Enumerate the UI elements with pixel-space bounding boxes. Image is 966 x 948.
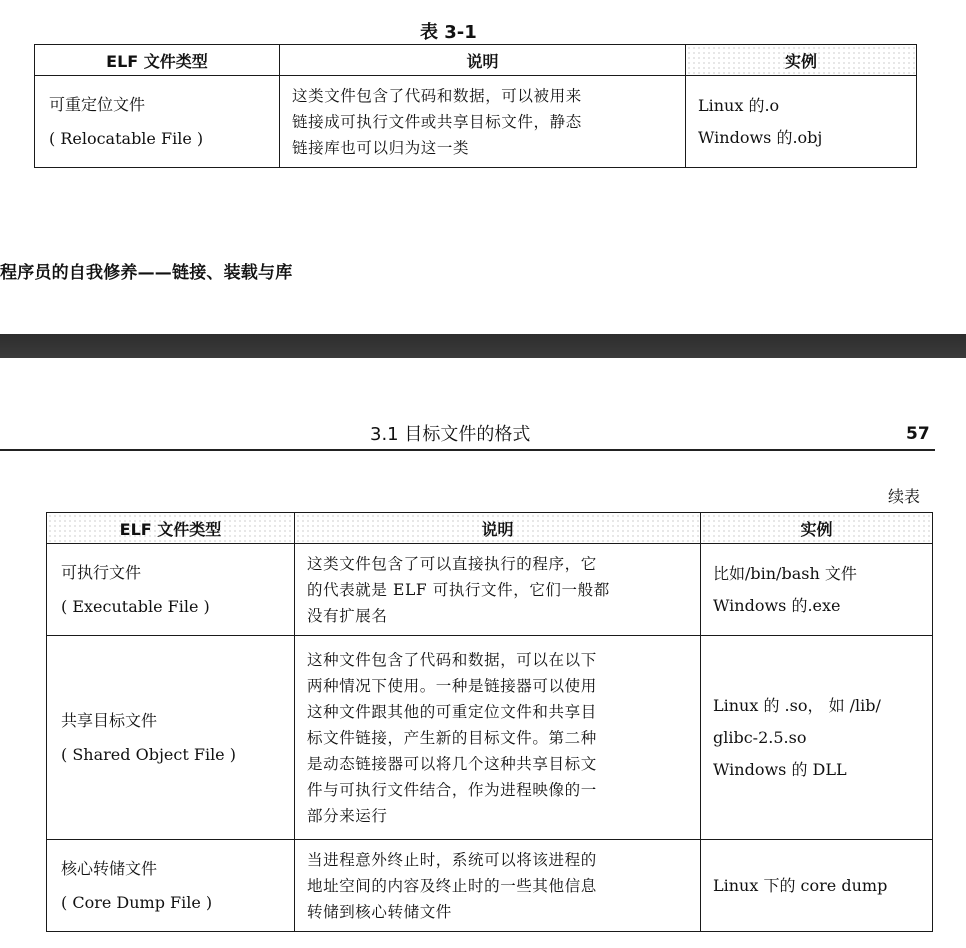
type-cell: [35, 76, 280, 168]
description-cell: [295, 636, 701, 840]
type-name: 共享目标文件: [61, 710, 158, 730]
description-line: 这类文件包含了代码和数据，可以被用来: [292, 86, 582, 105]
type-name: 可执行文件: [61, 562, 142, 582]
elf-type-table-1: [34, 44, 917, 168]
type-cell: [47, 636, 295, 840]
example-cell: [686, 76, 917, 168]
type-english-name: ( Executable File ): [61, 596, 210, 616]
type-name: 可重定位文件: [49, 94, 146, 114]
example-line: 比如/bin/bash 文件: [713, 563, 857, 583]
description-line: 标文件链接，产生新的目标文件。第二种: [307, 728, 597, 747]
description-line: 两种情况下使用。一种是链接器可以使用: [307, 676, 597, 695]
description-line: 这类文件包含了可以直接执行的程序，它: [307, 554, 597, 573]
example-line: Linux 的 .so， 如 /lib/: [713, 695, 881, 715]
book-title: 程序员的自我修养——链接、装载与库: [0, 263, 293, 283]
header-example: 实例: [701, 513, 933, 544]
description-line: 地址空间的内容及终止时的一些其他信息: [307, 876, 597, 895]
example-cell: [701, 544, 933, 636]
description-line: 转储到核心转储文件: [307, 902, 452, 921]
type-english-name: ( Core Dump File ): [61, 892, 213, 912]
type-english-name: ( Shared Object File ): [61, 744, 236, 764]
header-rule: [0, 449, 935, 451]
type-cell: [47, 840, 295, 932]
header-description: 说明: [295, 513, 701, 544]
description-cell: [295, 840, 701, 932]
type-english-name: ( Relocatable File ): [49, 128, 204, 148]
header-type: ELF 文件类型: [47, 513, 295, 544]
description-line: 链接库也可以归为这一类: [292, 138, 470, 157]
table-caption: 表 3-1: [420, 22, 477, 43]
description-line: 没有扩展名: [307, 606, 388, 625]
table-row: [35, 76, 917, 168]
table-header-row: [47, 513, 933, 544]
description-line: 当进程意外终止时，系统可以将该进程的: [307, 850, 597, 869]
example-cell: [701, 840, 933, 932]
description-cell: [280, 76, 686, 168]
description-line: 件与可执行文件结合，作为进程映像的一: [307, 780, 597, 799]
example-line: Windows 的.exe: [713, 595, 841, 615]
example-line: Linux 下的 core dump: [713, 875, 888, 895]
description-cell: [295, 544, 701, 636]
description-line: 这种文件包含了代码和数据，可以在以下: [307, 650, 597, 669]
type-cell: [47, 544, 295, 636]
header-example: 实例: [686, 45, 917, 76]
table-row: [47, 840, 933, 932]
type-name: 核心转储文件: [61, 858, 158, 878]
elf-type-table-continued: [46, 512, 933, 932]
example-line: Windows 的 DLL: [713, 759, 847, 779]
running-head-section: 3.1 目标文件的格式: [370, 424, 531, 445]
example-line: glibc-2.5.so: [713, 727, 807, 747]
page-separator: [0, 334, 966, 358]
example-line: Windows 的.obj: [698, 127, 823, 147]
description-line: 部分来运行: [307, 806, 388, 825]
header-description: 说明: [280, 45, 686, 76]
table-row: [47, 636, 933, 840]
example-cell: [701, 636, 933, 840]
table-row: [47, 544, 933, 636]
description-line: 的代表就是 ELF 可执行文件，它们一般都: [307, 580, 610, 599]
description-line: 链接成可执行文件或共享目标文件，静态: [292, 112, 582, 131]
description-line: 这种文件跟其他的可重定位文件和共享目: [307, 702, 597, 721]
example-line: Linux 的.o: [698, 95, 780, 115]
continued-label: 续表: [888, 487, 921, 506]
table-header-row: [35, 45, 917, 76]
description-line: 是动态链接器可以将几个这种共享目标文: [307, 754, 597, 773]
page-number: 57: [906, 424, 930, 444]
header-type: ELF 文件类型: [35, 45, 280, 76]
